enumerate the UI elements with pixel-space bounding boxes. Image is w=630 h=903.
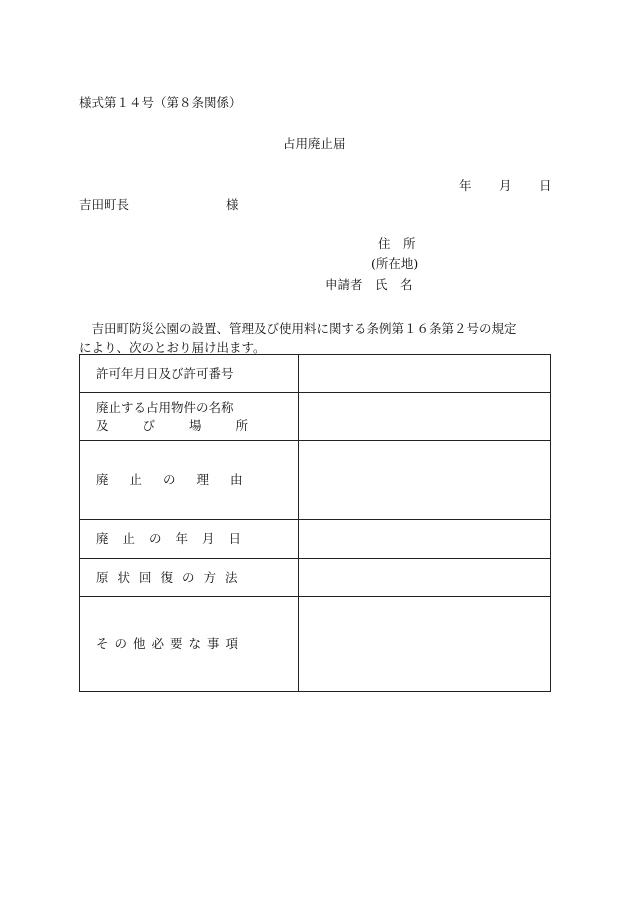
table-row [80,597,551,692]
body-line-2: により、次のとおり届け出ます。 [79,340,266,355]
label-text: その他必要な事項 [96,636,245,651]
table-row [80,355,551,393]
form-number: 様式第１４号（第８条関係） [79,95,242,110]
value-other-matters[interactable] [299,597,551,692]
body-paragraph [79,319,559,357]
label-text: 廃止の年月日 [96,531,256,546]
date-year-label: 年 [459,178,472,193]
value-abolition-date[interactable] [299,520,551,559]
applicant-location-label: (所在地) [371,256,419,271]
value-abolished-property[interactable] [299,393,551,441]
applicant-address-label: 住 所 [378,236,416,251]
addressee-honorific: 様 [226,197,239,212]
label-abolished-property [80,393,299,441]
label-permit-date-number [80,355,299,393]
document-title: 占用廃止届 [283,136,346,151]
label-text: 原状回復の方法 [96,569,247,585]
value-abolition-reason[interactable] [299,441,551,520]
label-text-line1: 廃止する占用物件の名称 [96,399,234,415]
label-abolition-reason [80,441,299,520]
form-table [79,354,551,692]
table-row [80,441,551,520]
table-row [80,393,551,441]
label-other-matters [80,597,299,692]
body-line-1: 吉田町防災公園の設置、管理及び使用料に関する条例第１６条第２号の規定 [79,321,517,336]
label-text-line2: 及び場所 [96,417,283,433]
label-text: 許可年月日及び許可番号 [96,365,234,381]
table-row [80,559,551,597]
label-restoration-method [80,559,299,597]
value-restoration-method[interactable] [299,559,551,597]
applicant-name-label: 申請者 氏 名 [325,277,413,292]
date-month-label: 月 [499,178,512,193]
label-abolition-date [80,520,299,559]
date-day-label: 日 [539,178,552,193]
table-row [80,520,551,559]
addressee-name: 吉田町長 [79,197,130,212]
label-text: 廃止の理由 [96,472,264,487]
value-permit-date-number[interactable] [299,355,551,393]
